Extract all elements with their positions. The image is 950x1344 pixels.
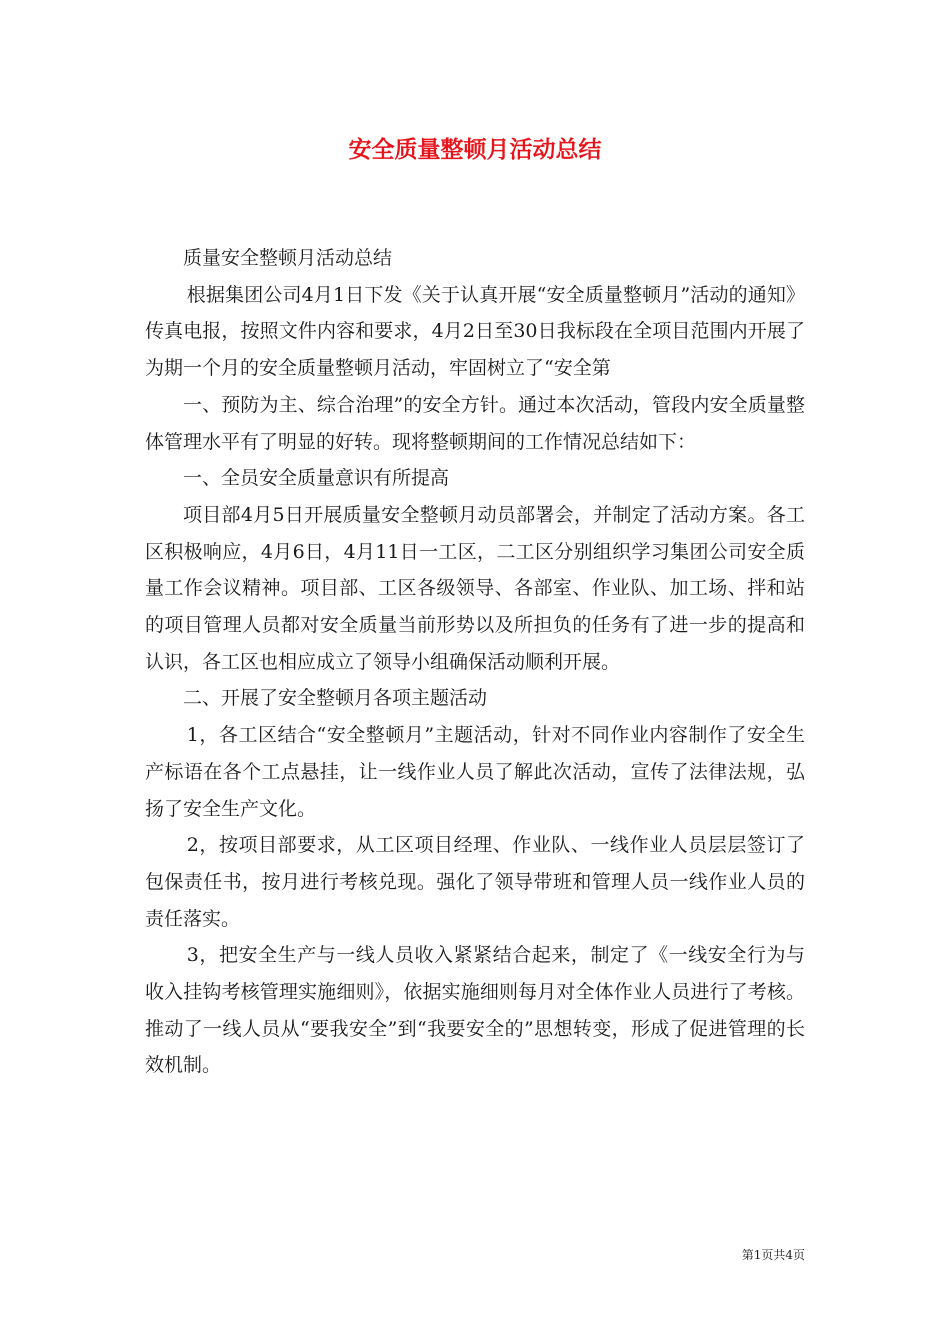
paragraph-heading: 质量安全整顿月活动总结 bbox=[183, 247, 393, 269]
document-title: 安全质量整顿月活动总结 bbox=[348, 136, 602, 163]
paragraph-item-2: 2，按项目部要求，从工区项目经理、作业队、一线作业人员层层签订了包保责任书，按月进行考核兑现。强化了领导带班和管理人员一线作业人员的责任落实。 bbox=[145, 834, 805, 930]
page-number: 第1页共4页 bbox=[741, 1248, 805, 1262]
paragraph-policy: 一、预防为主、综合治理”的安全方针。通过本次活动，管段内安全质量整体管理水平有了明显的好转。现将整顿期间的工作情况总结如下： bbox=[145, 393, 805, 453]
paragraph-section-1: 项目部4月5日开展质量安全整顿月动员部署会，并制定了活动方案。各工区积极响应，4月6日，4月11日一工区，二工区分别组织学习集团公司安全质量工作会议精神。项目部、工区各级领导、各部室、作业队、加工场、拌和站的项目管理人员都对安全质量当前形势以及所担负的任务有了进一步的提高和认识，各工区也相应成立了领导小组确保活动顺利开展。 bbox=[145, 503, 805, 673]
paragraph-item-3: 3，把安全生产与一线人员收入紧紧结合起来，制定了《一线安全行为与收入挂钩考核管理实施细则》，依据实施细则每月对全体作业人员进行了考核。推动了一线人员从“要我安全”到“我要安全的”思想转变，形成了促进管理的长效机制。 bbox=[145, 944, 805, 1077]
paragraph-intro: 根据集团公司4月1日下发《关于认真开展“安全质量整顿月”活动的通知》传真电报，按照文件内容和要求，4月2日至30日我标段在全项目范围内开展了为期一个月的安全质量整顿月活动，牢固树立了“安全第 bbox=[145, 283, 805, 380]
paragraph-item-1: 1，各工区结合“安全整顿月”主题活动，针对不同作业内容制作了安全生产标语在各个工点悬挂，让一线作业人员了解此次活动，宣传了法律法规，弘扬了安全生产文化。 bbox=[145, 724, 805, 820]
document-body bbox=[145, 240, 805, 1084]
section-heading-2: 二、开展了安全整顿月各项主题活动 bbox=[183, 687, 488, 710]
section-heading-1: 一、全员安全质量意识有所提高 bbox=[183, 467, 450, 490]
